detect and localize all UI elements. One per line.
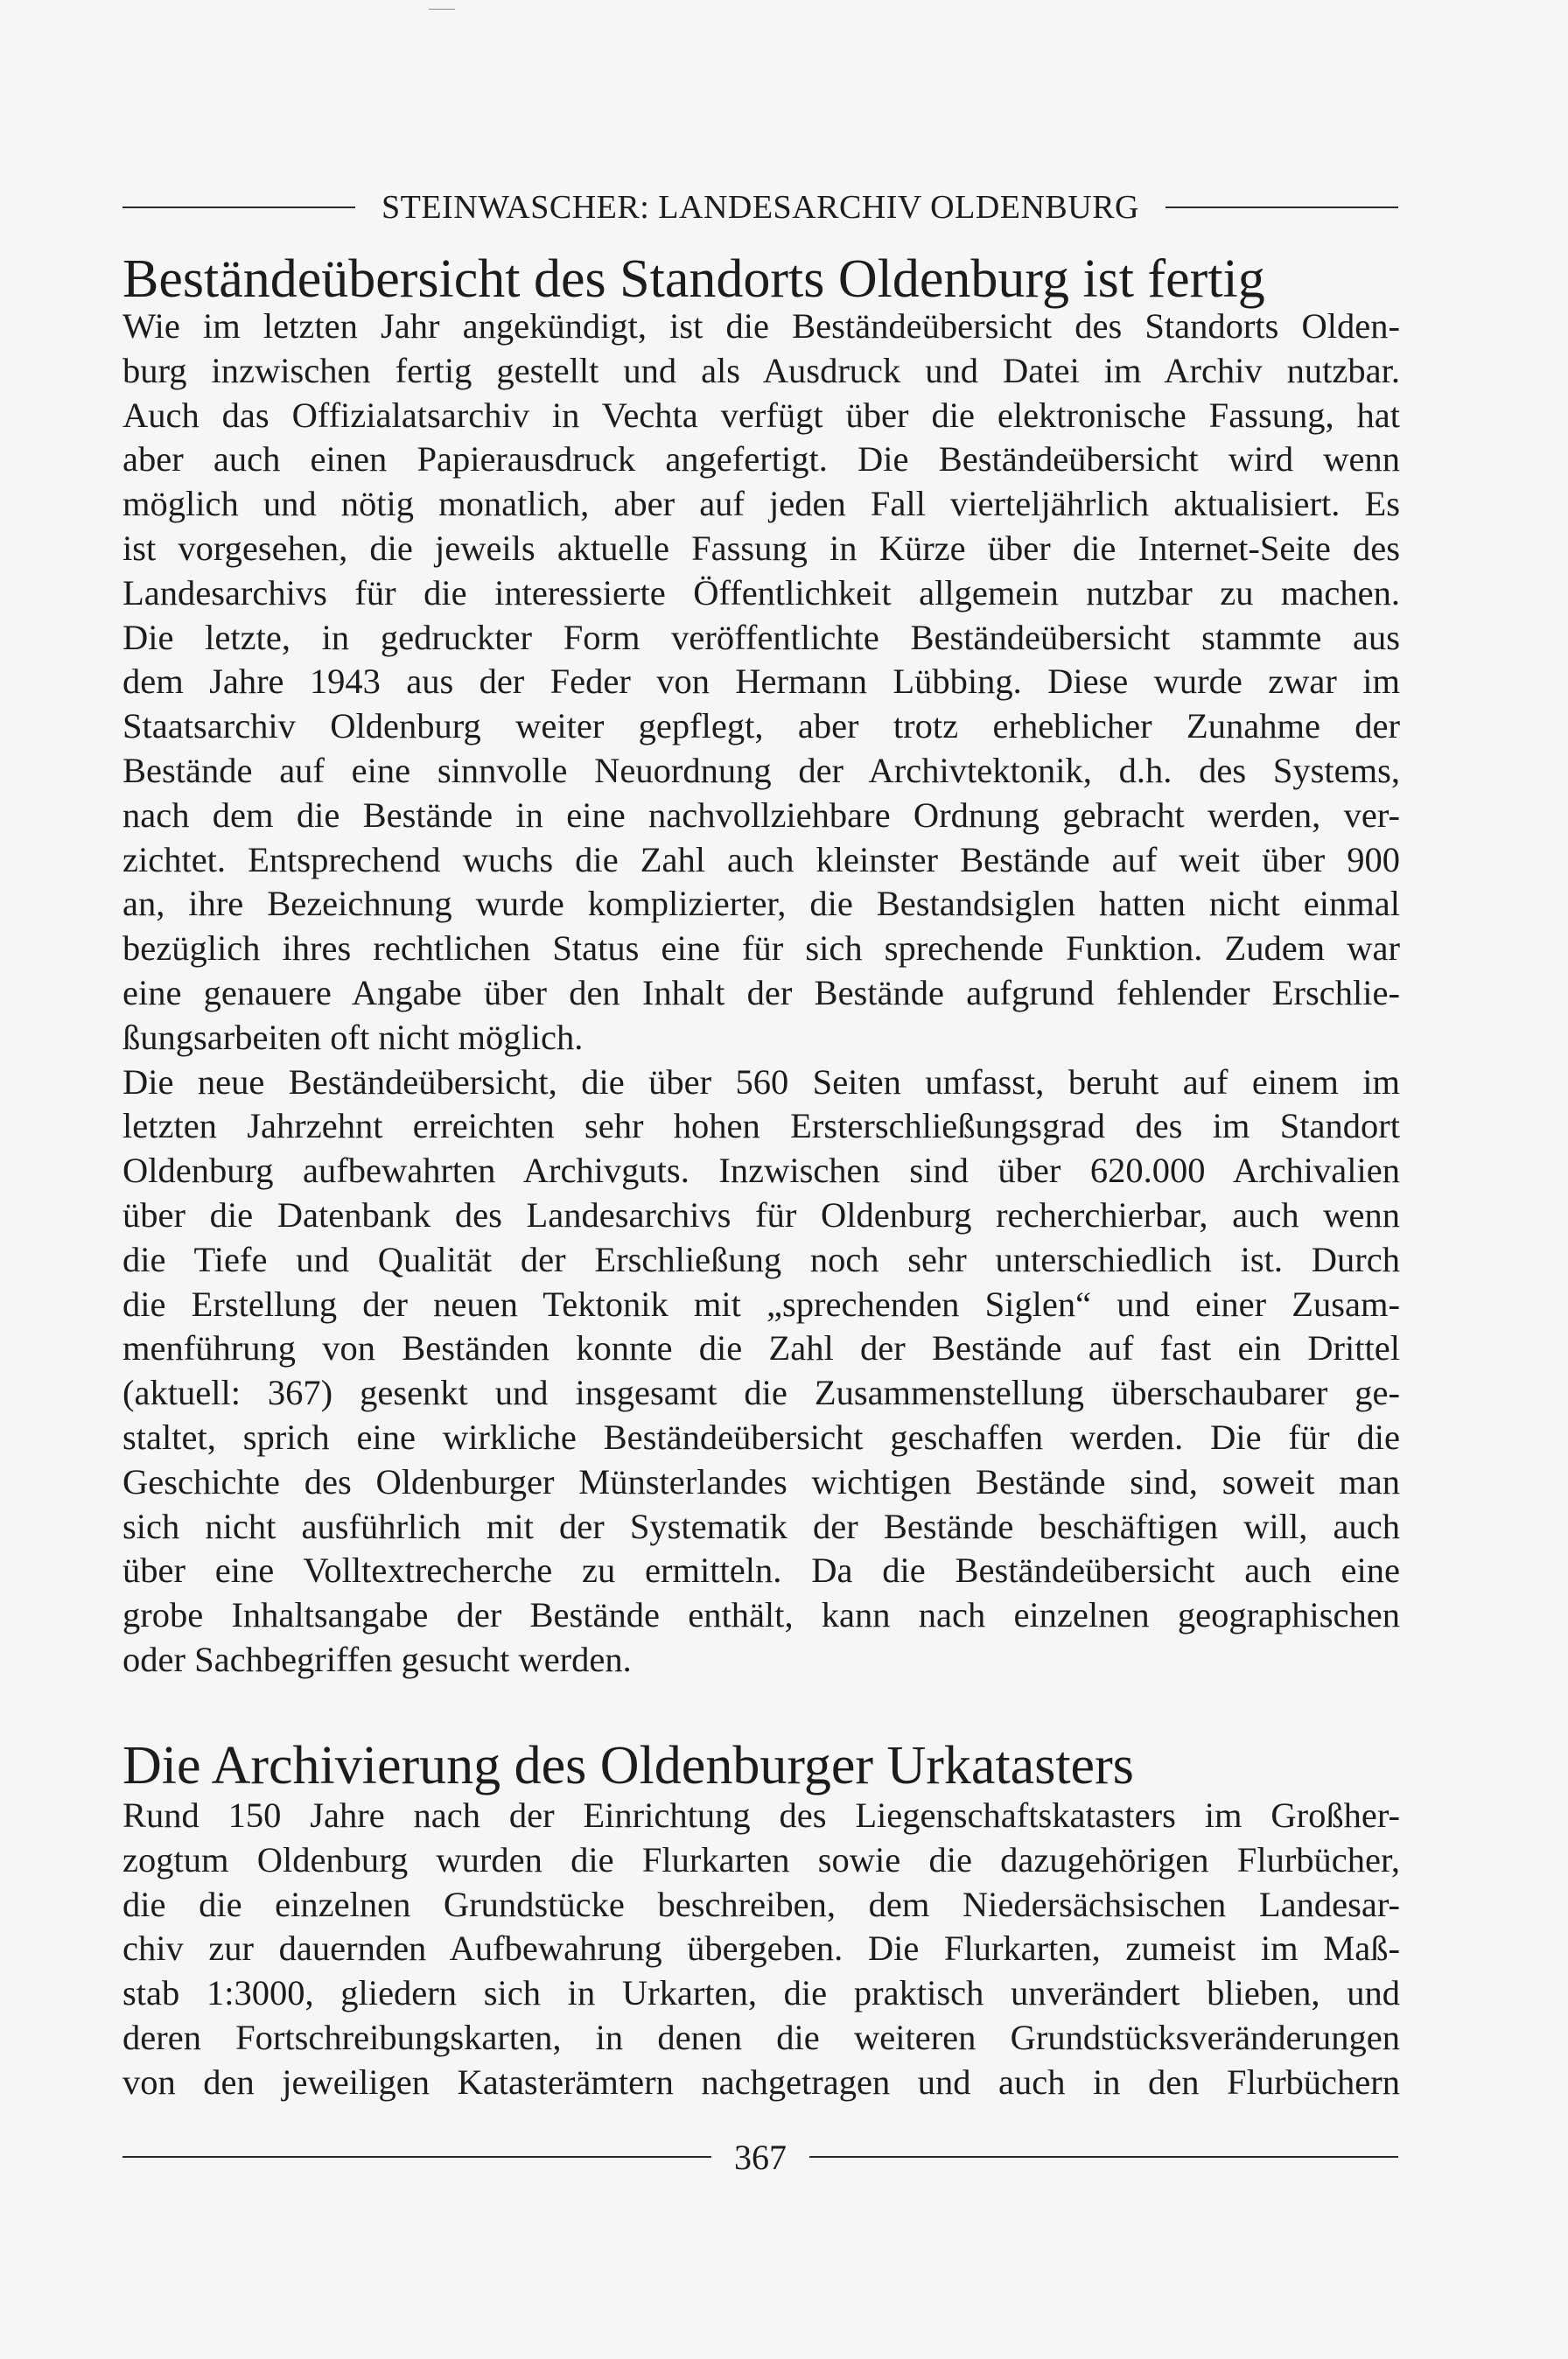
text-line: sich nicht ausführlich mit der Systematik der Bestände beschäftigen will, auch (122, 1506, 1400, 1546)
text-line: ßungsarbeiten oft nicht möglich. (122, 1017, 584, 1057)
text-line: aber auch einen Papierausdruck angefertigt. Die Beständeübersicht wird wenn (122, 439, 1400, 480)
text-line: menführung von Beständen konnte die Zahl der Bestände auf fast ein Drittel (122, 1328, 1400, 1368)
text-line: (aktuell: 367) gesenkt und insgesamt die Zusammenstellung überschaubarer ge- (122, 1373, 1400, 1413)
text-line: Die letzte, in gedruckter Form veröffentlichte Beständeübersicht stammte aus (122, 617, 1400, 657)
text-line: eine genauere Angabe über den Inhalt der Bestände aufgrund fehlender Erschlie- (122, 972, 1400, 1012)
text-line: Oldenburg aufbewahrten Archivguts. Inzwischen sind über 620.000 Archivalien (122, 1151, 1400, 1191)
running-head-text: STEINWASCHER: LANDESARCHIV OLDENBURG (382, 189, 1139, 226)
section-title: Beständeübersicht des Standorts Oldenburg ist fertig (122, 249, 1265, 309)
text-line: grobe Inhaltsangabe der Bestände enthält, kann nach einzelnen geographischen (122, 1595, 1400, 1635)
text-line: chiv zur dauernden Aufbewahrung übergeben. Die Flurkarten, zumeist im Maß- (122, 1928, 1400, 1969)
page-footer (122, 2135, 1398, 2179)
text-line: letzten Jahrzehnt erreichten sehr hohen Ersterschließungsgrad des im Standort (122, 1106, 1400, 1146)
text-line: die Tiefe und Qualität der Erschließung noch sehr unterschiedlich ist. Durch (122, 1239, 1400, 1279)
text-line: Wie im letzten Jahr angekündigt, ist die Beständeübersicht des Standorts Olden- (122, 306, 1400, 346)
text-line: Landesarchivs für die interessierte Öffentlichkeit allgemein nutzbar zu machen. (122, 572, 1400, 612)
text-line: burg inzwischen fertig gestellt und als Ausdruck und Datei im Archiv nutzbar. (122, 350, 1400, 390)
text-line: stab 1:3000, gliedern sich in Urkarten, die praktisch unverändert blieben, und (122, 1973, 1400, 2013)
text-line: Rund 150 Jahre nach der Einrichtung des Liegenschaftskatasters im Großher- (122, 1796, 1400, 1835)
text-line: nach dem die Bestände in eine nachvollziehbare Ordnung gebracht werden, ver- (122, 794, 1400, 835)
running-head-rule-right (1166, 206, 1398, 208)
text-line: über eine Volltextrecherche zu ermitteln. Da die Beständeübersicht auch eine (122, 1550, 1400, 1591)
text-line: Geschichte des Oldenburger Münsterlandes wichtigen Bestände sind, soweit man (122, 1461, 1400, 1502)
text-line: die Erstellung der neuen Tektonik mit „sprechenden Siglen“ und einer Zusam- (122, 1284, 1400, 1324)
footer-rule-right (809, 2156, 1398, 2158)
page-number: 367 (734, 2137, 787, 2177)
text-line: bezüglich ihres rechtlichen Status eine für sich sprechende Funktion. Zudem war (122, 928, 1400, 969)
scan-artifact-mark (429, 9, 455, 10)
text-line: die die einzelnen Grundstücke beschreiben, dem Niedersächsischen Landesar- (122, 1884, 1400, 1924)
section-body (122, 304, 1400, 1683)
text-line: Die neue Beständeübersicht, die über 560 Seiten umfasst, beruht auf einem im (122, 1061, 1400, 1102)
text-line: Staatsarchiv Oldenburg weiter gepflegt, aber trotz erheblicher Zunahme der (122, 706, 1400, 746)
text-line: Bestände auf eine sinnvolle Neuordnung der Archivtektonik, d.h. des Systems, (122, 750, 1400, 790)
text-line: zogtum Oldenburg wurden die Flurkarten sowie die dazugehörigen Flurbücher, (122, 1839, 1400, 1880)
running-head-rule-left (122, 206, 355, 208)
text-line: von den jeweiligen Katasterämtern nachgetragen und auch in den Flurbüchern (122, 2062, 1400, 2102)
text-line: deren Fortschreibungskarten, in denen die weiteren Grundstücksveränderungen (122, 2017, 1400, 2057)
footer-rule-left (122, 2156, 711, 2158)
running-head (122, 186, 1398, 229)
text-line: ist vorgesehen, die jeweils aktuelle Fassung in Kürze über die Internet-Seite des (122, 528, 1400, 568)
text-line: an, ihre Bezeichnung wurde komplizierter, die Bestandsiglen hatten nicht einmal (122, 884, 1400, 924)
text-line: oder Sachbegriffen gesucht werden. (122, 1639, 632, 1679)
section-body (122, 1794, 1400, 2105)
text-line: staltet, sprich eine wirkliche Beständeübersicht geschaffen werden. Die für die (122, 1417, 1400, 1457)
text-line: Auch das Offizialatsarchiv in Vechta verfügt über die elektronische Fassung, hat (122, 395, 1400, 435)
text-line: dem Jahre 1943 aus der Feder von Hermann Lübbing. Diese wurde zwar im (122, 662, 1400, 702)
section-title: Die Archivierung des Oldenburger Urkatasters (122, 1736, 1134, 1796)
text-line: über die Datenbank des Landesarchivs für Oldenburg recherchierbar, auch wenn (122, 1194, 1400, 1235)
text-line: möglich und nötig monatlich, aber auf jeden Fall vierteljährlich aktualisiert. Es (122, 484, 1400, 524)
text-line: zichtet. Entsprechend wuchs die Zahl auch kleinster Bestände auf weit über 900 (122, 839, 1400, 879)
